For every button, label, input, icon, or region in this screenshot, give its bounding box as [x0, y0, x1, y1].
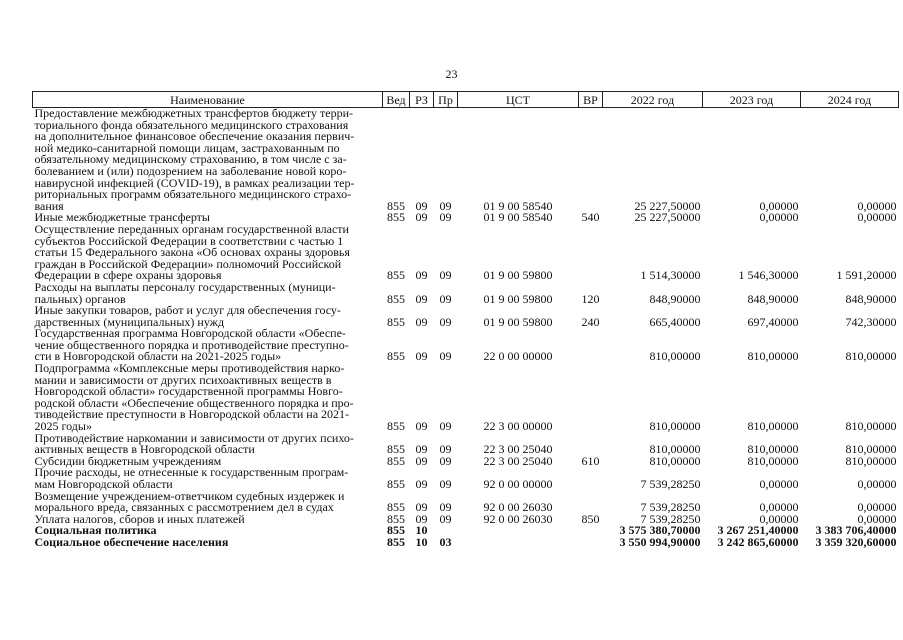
- row-name-line: болеванием и (или) подозрением на заболевание новой коро-: [34, 163, 347, 178]
- cell-2022: 810,00000: [649, 442, 701, 457]
- cell-2024: 810,00000: [845, 419, 897, 434]
- row-name-line: чение общественного порядка и противодействие преступно-: [34, 337, 349, 352]
- cell-vr: [579, 108, 603, 213]
- table-row: [33, 433, 899, 456]
- header-cst: ЦСТ: [458, 92, 579, 108]
- cell-vr: [579, 491, 603, 514]
- cell-vr: [579, 224, 603, 282]
- row-name-line: мам Новгородской области: [34, 477, 173, 491]
- row-name-line: риториальных программ обязательного медицинского страхо-: [34, 187, 352, 202]
- cell-2022: 810,00000: [649, 419, 701, 434]
- cell-rz: 09: [415, 453, 428, 468]
- cell-2022: 7 539,28250: [640, 500, 701, 515]
- header-rz: РЗ: [410, 92, 434, 108]
- cell-cst: [458, 537, 579, 549]
- row-name-line: на дополнительное финансовое обеспечение оказания первич-: [34, 129, 355, 144]
- cell-2024: 810,00000: [845, 453, 897, 468]
- cell-cst: 01 9 00 58540: [483, 210, 553, 225]
- cell-rz: 10: [415, 523, 428, 538]
- cell-2024: 0,00000: [857, 198, 897, 213]
- table-row: [33, 491, 899, 514]
- cell-2022: 3 550 994,90000: [619, 534, 701, 549]
- row-name-line: родской области «Обеспечение общественного порядка и про-: [34, 395, 354, 410]
- cell-rz: 09: [415, 511, 428, 526]
- table-row: [33, 328, 899, 363]
- cell-2023: 0,00000: [759, 511, 799, 526]
- row-name-line: Субсидии бюджетным учреждениям: [34, 453, 222, 468]
- row-name: [33, 305, 383, 328]
- row-name-line: пальных) органов: [34, 291, 126, 306]
- cell-2023: 0,00000: [759, 477, 799, 491]
- cell-ved: 855: [387, 511, 405, 526]
- cell-2022: 25 227,50000: [634, 210, 701, 225]
- cell-vr: [579, 525, 603, 537]
- cell-pr: 09: [439, 500, 452, 515]
- cell-rz: 09: [415, 442, 428, 457]
- cell-rz: 09: [415, 419, 428, 434]
- cell-rz: 10: [415, 534, 428, 549]
- row-name: [33, 534, 383, 549]
- cell-vr: 610: [581, 453, 600, 468]
- cell-2023: 810,00000: [747, 442, 799, 457]
- cell-cst: 01 9 00 59800: [483, 268, 553, 283]
- row-name: [33, 108, 383, 213]
- row-name-line: Иные межбюджетные трансферты: [34, 210, 210, 225]
- row-name-line: мании и зависимости от других психоактивных веществ в: [34, 372, 332, 387]
- row-name-line: Новгородской области» государственной программы Новго-: [34, 384, 343, 399]
- cell-pr: 03: [439, 534, 452, 549]
- row-name-line: ториального фонда обязательного медицинского страхования: [34, 117, 349, 132]
- row-name: [33, 221, 383, 283]
- cell-rz: 09: [415, 291, 428, 306]
- row-name-line: Иные закупки товаров, работ и услуг для обеспечения госу-: [34, 303, 341, 318]
- row-name-line: Уплата налогов, сборов и иных платежей: [34, 511, 245, 526]
- row-name-line: активных веществ в Новгородской области: [34, 442, 255, 457]
- cell-2022: 25 227,50000: [634, 198, 701, 213]
- cell-2023: 0,00000: [759, 210, 799, 225]
- cell-cst: 01 9 00 58540: [483, 198, 553, 213]
- cell-ved: 855: [387, 453, 405, 468]
- cell-vr: 540: [581, 210, 600, 225]
- cell-2022: 3 575 380,70000: [619, 523, 701, 538]
- row-name-line: Социальная политика: [34, 523, 157, 538]
- table-row: [33, 282, 899, 305]
- cell-2023: 848,90000: [747, 291, 799, 306]
- cell-2024: 3 383 706,40000: [815, 523, 897, 538]
- cell-vr: 240: [581, 314, 600, 329]
- cell-vr: [579, 328, 603, 363]
- row-name-line: Федерации в сфере охраны здоровья: [34, 268, 222, 283]
- cell-2022: 1 514,30000: [640, 268, 701, 283]
- cell-pr: 09: [439, 419, 452, 434]
- cell-ved: 855: [387, 534, 405, 549]
- cell-pr: 09: [439, 511, 452, 526]
- cell-cst: 22 3 00 00000: [483, 419, 553, 434]
- row-name: [33, 488, 383, 515]
- row-name: [33, 328, 383, 363]
- cell-pr: 09: [439, 210, 452, 225]
- cell-vr: [579, 433, 603, 456]
- cell-vr: [579, 363, 603, 433]
- cell-rz: 09: [415, 500, 428, 515]
- cell-cst: 92 0 00 00000: [483, 477, 553, 491]
- table-row: [33, 537, 899, 549]
- cell-pr: 09: [439, 349, 452, 364]
- cell-2023: 3 242 865,60000: [717, 534, 799, 549]
- table-row: [33, 363, 899, 433]
- header-2023: 2023 год: [703, 92, 801, 108]
- cell-2022: 7 539,28250: [640, 511, 701, 526]
- cell-ved: 855: [387, 419, 405, 434]
- cell-cst: 01 9 00 59800: [483, 314, 553, 329]
- cell-cst: 92 0 00 26030: [483, 500, 553, 515]
- cell-2022: 665,40000: [649, 314, 701, 329]
- cell-ved: 855: [387, 477, 405, 491]
- header-pr: Пр: [434, 92, 458, 108]
- row-name-line: статьи 15 Федерального закона «Об основах охраны здоровья: [34, 245, 350, 260]
- cell-pr: 09: [439, 198, 452, 213]
- cell-2024: 848,90000: [845, 291, 897, 306]
- cell-2023: 810,00000: [747, 349, 799, 364]
- cell-2024: 3 359 320,60000: [815, 534, 897, 549]
- cell-rz: 09: [415, 198, 428, 213]
- cell-pr: 09: [439, 314, 452, 329]
- table-row: [33, 108, 899, 213]
- cell-rz: 09: [415, 349, 428, 364]
- cell-2023: 0,00000: [759, 198, 799, 213]
- row-name-line: морального вреда, связанных с рассмотрением дел в судах: [34, 500, 334, 515]
- cell-ved: 855: [387, 198, 405, 213]
- cell-cst: 92 0 00 26030: [483, 511, 553, 526]
- cell-pr: 09: [439, 477, 452, 491]
- cell-2022: 7 539,28250: [640, 477, 701, 491]
- cell-2023: 0,00000: [759, 500, 799, 515]
- row-name-line: 2025 годы»: [34, 419, 92, 434]
- cell-vr: [579, 537, 603, 549]
- cell-cst: [458, 525, 579, 537]
- cell-2023: 3 267 251,40000: [717, 523, 799, 538]
- cell-2024: 0,00000: [857, 477, 897, 491]
- row-name: [33, 363, 383, 433]
- cell-2024: 810,00000: [845, 349, 897, 364]
- cell-cst: 01 9 00 59800: [483, 291, 553, 306]
- header-name: Наименование: [33, 92, 383, 108]
- cell-2022: 848,90000: [649, 291, 701, 306]
- page-number: 23: [445, 67, 458, 81]
- row-name: [33, 430, 383, 457]
- cell-2022: 810,00000: [649, 349, 701, 364]
- cell-2023: 1 546,30000: [738, 268, 799, 283]
- row-name-line: Предоставление межбюджетных трансфертов бюджету терри-: [34, 106, 353, 120]
- cell-2024: 0,00000: [857, 500, 897, 515]
- cell-pr: 09: [439, 268, 452, 283]
- row-name-line: ной медико-санитарной помощи лицам, застрахованным по: [34, 140, 340, 155]
- cell-2022: 810,00000: [649, 453, 701, 468]
- budget-table: [32, 91, 899, 549]
- cell-ved: 855: [387, 442, 405, 457]
- row-name-line: вания: [34, 198, 64, 213]
- cell-2024: 0,00000: [857, 511, 897, 526]
- table-row: [33, 224, 899, 282]
- row-name-line: Подпрограмма «Комплексные меры противодействия нарко-: [34, 361, 345, 376]
- row-name: [33, 279, 383, 306]
- table-row: [33, 467, 899, 490]
- row-name-line: Осуществление переданных органам государственной власти: [34, 221, 349, 236]
- row-name-line: обязательному медицинскому страхованию, в том числе с за-: [34, 152, 347, 167]
- cell-vr: [579, 467, 603, 490]
- cell-rz: 09: [415, 210, 428, 225]
- cell-cst: 22 0 00 00000: [483, 349, 553, 364]
- row-name-line: Государственная программа Новгородской области «Обеспе-: [34, 326, 346, 341]
- row-name-line: сти в Новгородской области на 2021-2025 годы»: [34, 349, 282, 364]
- header-ved: Вед: [383, 92, 410, 108]
- header-2022: 2022 год: [603, 92, 703, 108]
- cell-ved: 855: [387, 291, 405, 306]
- cell-2023: 810,00000: [747, 453, 799, 468]
- row-name-line: граждан в Российской Федерации» полномочий Российской: [34, 256, 342, 271]
- cell-vr: 120: [581, 291, 600, 306]
- cell-cst: 22 3 00 25040: [483, 442, 553, 457]
- header-2024: 2024 год: [801, 92, 899, 108]
- cell-2024: 742,30000: [845, 314, 897, 329]
- cell-ved: 855: [387, 314, 405, 329]
- cell-2023: 697,40000: [747, 314, 799, 329]
- cell-pr: 09: [439, 442, 452, 457]
- cell-pr: 09: [439, 453, 452, 468]
- cell-ved: 855: [387, 268, 405, 283]
- row-name-line: Противодействие наркомании и зависимости от других психо-: [34, 430, 354, 445]
- header-vr: ВР: [579, 92, 603, 108]
- cell-pr: 09: [439, 291, 452, 306]
- cell-ved: 855: [387, 500, 405, 515]
- cell-rz: 09: [415, 477, 428, 491]
- row-name-line: дарственных (муниципальных) нужд: [34, 314, 225, 329]
- cell-2024: 810,00000: [845, 442, 897, 457]
- cell-rz: 09: [415, 314, 428, 329]
- row-name-line: Возмещение учреждением-ответчиком судебных издержек и: [34, 488, 345, 503]
- cell-ved: 855: [387, 349, 405, 364]
- table-row: [33, 305, 899, 328]
- cell-ved: 855: [387, 523, 405, 538]
- row-name-line: навирусной инфекцией (COVID-19), в рамках реализации тер-: [34, 175, 355, 190]
- cell-cst: 22 3 00 25040: [483, 453, 553, 468]
- cell-ved: 855: [387, 210, 405, 225]
- cell-2024: 0,00000: [857, 210, 897, 225]
- row-name-line: Расходы на выплаты персоналу государственных (муници-: [34, 279, 336, 294]
- cell-2023: 810,00000: [747, 419, 799, 434]
- cell-vr: 850: [581, 511, 600, 526]
- cell-rz: 09: [415, 268, 428, 283]
- row-name-line: Прочие расходы, не отнесенные к государственным програм-: [34, 465, 349, 480]
- row-name-line: субъектов Российской Федерации в соответствии с частью 1: [34, 233, 344, 248]
- row-name-line: тиводействие преступности в Новгородской области на 2021-: [34, 407, 350, 422]
- row-name: [33, 467, 383, 490]
- cell-2024: 1 591,20000: [836, 268, 897, 283]
- row-name-line: Социальное обеспечение населения: [34, 534, 229, 549]
